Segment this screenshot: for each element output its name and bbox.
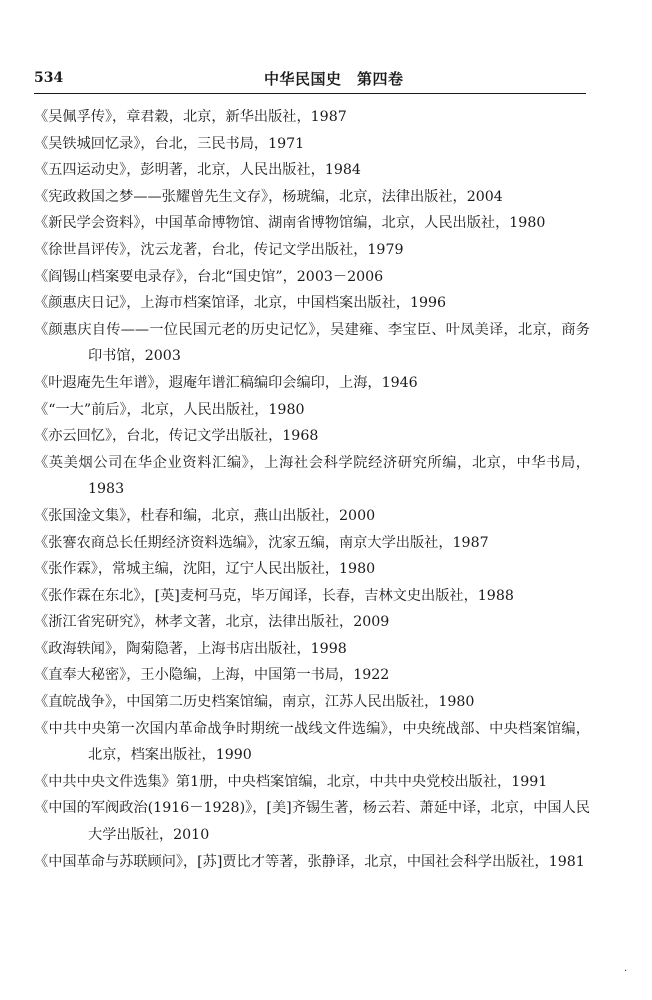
bibliography-entry: 《张作霖》，常城主编，沈阳，辽宁人民出版社，1980 [34, 561, 376, 578]
bibliography-entry: 《吴铁城回忆录》，台北，三民书局，1971 [34, 135, 305, 152]
stray-mark: · [624, 966, 628, 977]
bibliography-entry: 《颜惠庆自传——一位民国元老的历史记忆》，吴建雍、李宝臣、叶凤美译，北京，商务印书馆，2003 [34, 321, 590, 365]
bibliography-list [34, 104, 590, 875]
bibliography-entry: 《英美烟公司在华企业资料汇编》，上海社会科学院经济研究所编，北京，中华书局，1983 [34, 454, 590, 498]
bibliography-entry: 《颜惠庆日记》，上海市档案馆译，北京，中国档案出版社，1996 [34, 295, 447, 312]
bibliography-entry: 《阎锡山档案要电录存》，台北“国史馆”，2003－2006 [34, 268, 384, 285]
bibliography-entry: 《五四运动史》，彭明著，北京，人民出版社，1984 [34, 162, 361, 179]
bibliography-entry: 《浙江省宪研究》，林孝文著，北京，法律出版社，2009 [34, 614, 390, 631]
bibliography-entry: 《叶遐庵先生年谱》，遐庵年谱汇稿编印会编印，上海，1946 [34, 374, 418, 391]
bibliography-entry: 《直皖战争》，中国第二历史档案馆编，南京，江苏人民出版社，1980 [34, 694, 475, 711]
bibliography-entry: 《直奉大秘密》，王小隐编，上海，中国第一书局，1922 [34, 667, 390, 684]
bibliography-entry: 《中国革命与苏联顾问》，[苏]贾比才等著，张静译，北京，中国社会科学出版社，1981 [34, 853, 585, 870]
bibliography-entry: 《徐世昌评传》，沈云龙著，台北，传记文学出版社，1979 [34, 241, 404, 258]
bibliography-entry: 《吴佩孚传》，章君穀，北京，新华出版社，1987 [34, 109, 347, 125]
bibliography-entry: 《宪政救国之梦——张耀曾先生文存》，杨琥编，北京，法律出版社，2004 [34, 188, 503, 205]
bibliography-entry: 《中共中央文件选集》第1册，中央档案馆编，北京，中共中央党校出版社，1991 [34, 773, 548, 790]
bibliography-entry: 《张作霖在东北》，[英]麦柯马克，毕万闻译，长春，吉林文史出版社，1988 [34, 587, 514, 604]
bibliography-entry: 《中共中央第一次国内革命战争时期统一战线文件选编》，中央统战部、中央档案馆编，北京，档案出版社，1990 [34, 720, 590, 764]
bibliography-entry: 《张謇农商总长任期经济资料选编》，沈家五编，南京大学出版社，1987 [34, 534, 489, 551]
page-number: 534 [34, 70, 64, 86]
running-title: 中华民国史 第四卷 [264, 70, 404, 88]
bibliography-entry: 《“一大”前后》，北京，人民出版社，1980 [34, 401, 305, 418]
bibliography-entry: 《亦云回忆》，台北，传记文学出版社，1968 [34, 428, 319, 445]
bibliography-entry: 《张国淦文集》，杜春和编，北京，燕山出版社，2000 [34, 507, 376, 524]
page-header [34, 68, 586, 90]
header-rule [34, 93, 586, 94]
bibliography-entry: 《新民学会资料》，中国革命博物馆、湖南省博物馆编，北京，人民出版社，1980 [34, 215, 546, 232]
bibliography-entry: 《中国的军阀政治(1916－1928)》，[美]齐锡生著，杨云若、萧延中译，北京，中国人民大学出版社，2010 [34, 800, 590, 844]
bibliography-entry: 《政海轶闻》，陶菊隐著，上海书店出版社，1998 [34, 640, 347, 657]
